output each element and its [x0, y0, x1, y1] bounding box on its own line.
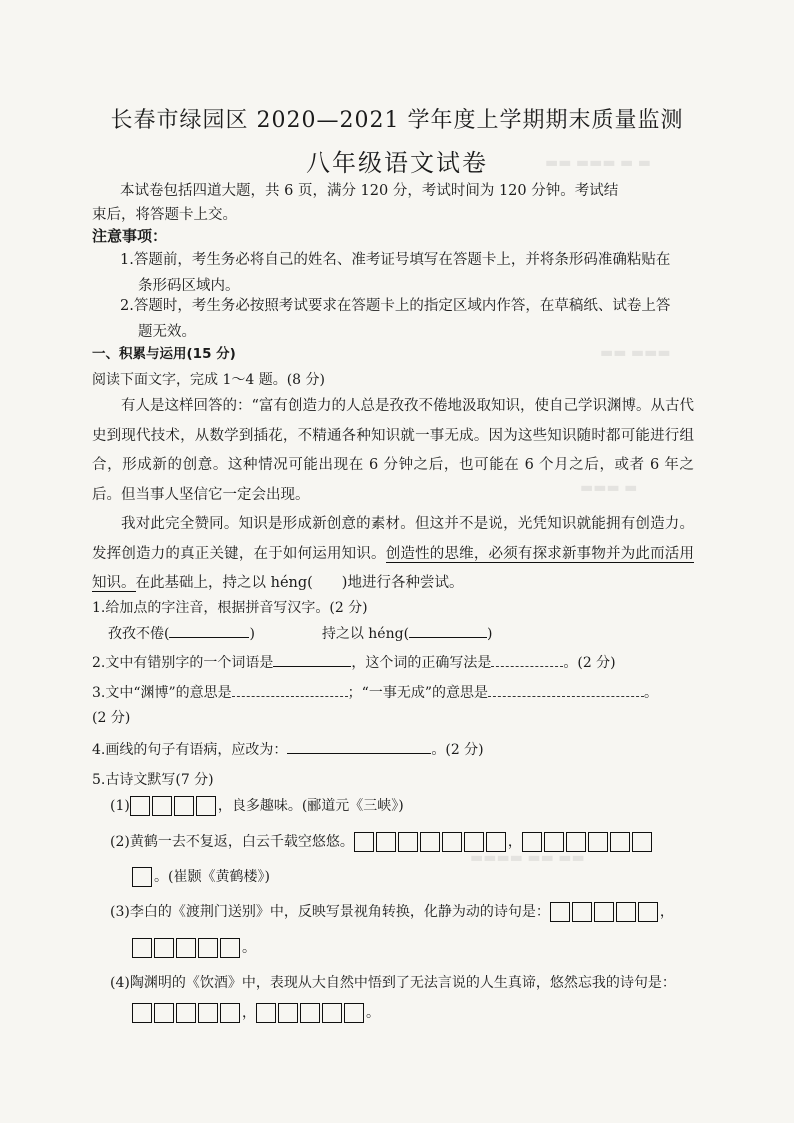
paren: ) [487, 626, 493, 642]
answer-boxes [132, 867, 154, 887]
char-box[interactable] [300, 1003, 320, 1023]
q5-text: 。 [366, 1005, 380, 1021]
char-box[interactable] [638, 902, 658, 922]
char-box[interactable] [464, 832, 484, 852]
notes-heading: 注意事项： [92, 227, 168, 245]
char-box[interactable] [132, 938, 152, 958]
bleed-through-text: ▬▬▬ ▬ [580, 480, 638, 496]
q5-text: (2)黄鹤一去不复返，白云千载空悠悠。 [110, 834, 354, 850]
char-box[interactable] [632, 832, 652, 852]
answer-blank[interactable] [409, 637, 487, 638]
question-5-2-cont [132, 866, 270, 887]
note-line: 题无效。 [138, 324, 196, 340]
underlined-sentence: 创造性的思维，必须有探求新事物并为此而活用知识。 [92, 545, 694, 591]
q5-text: ， [507, 834, 522, 850]
note-item-2 [120, 293, 690, 345]
char-box[interactable] [610, 832, 630, 852]
answer-blank[interactable] [287, 753, 431, 754]
bleed-through-text: ▬▬ ▬▬▬ [600, 345, 671, 361]
q5-text: (1) [110, 798, 130, 814]
q2-text: 2.文中有错别字的一个词语是 [92, 655, 274, 671]
q3-text: 。 [644, 685, 658, 701]
question-5-4: (4)陶渊明的《饮酒》中，表现从大自然中悟到了无法言说的人生真谛，悠然忘我的诗句是： [110, 975, 676, 991]
char-box[interactable] [176, 1003, 196, 1023]
exam-subtitle: 八年级语文试卷 [306, 149, 488, 177]
bleed-through-text: ▬▬▬▬ ▬▬ ▬▬ [470, 850, 585, 866]
q3-text: 3.文中“渊博”的意思是 [92, 685, 232, 701]
char-box[interactable] [152, 796, 172, 816]
question-5-2 [110, 831, 654, 852]
passage-paragraph-1: 有人是这样回答的：“富有创造力的人总是孜孜不倦地汲取知识，使自己学识渊博。从古代史到现代技术，从数学到插花，不精通各种知识就一事无成。因为这些知识随时都可能进行组合，形成新的创意。这种情况可能出现在 6 分钟之后，也可能在 6 个月之后，或者 6 年之后。但当事人坚信它一定会出现。 [92, 398, 694, 503]
answer-blank[interactable] [273, 666, 351, 667]
bleed-through-text: ▬▬ ▬▬▬ ▬ ▬ [545, 155, 651, 171]
question-1-answers [108, 623, 493, 643]
note-item-1 [120, 247, 690, 299]
paren: ) [249, 626, 255, 642]
answer-boxes [256, 1003, 366, 1023]
char-box[interactable] [544, 832, 564, 852]
intro-line: 本试卷包括四道大题，共 6 页，满分 120 分，考试时间为 120 分钟。考试结 [120, 183, 619, 199]
q5-text: ， [659, 904, 674, 920]
exam-title: 长春市绿园区 2020—2021 学年度上学期期末质量监测 [110, 108, 684, 133]
char-box[interactable] [566, 832, 586, 852]
q2-text: 。(2 分) [563, 655, 616, 671]
answer-boxes [354, 832, 508, 852]
question-1: 1.给加点的字注音，根据拼音写汉字。(2 分) [92, 600, 368, 616]
char-box[interactable] [278, 1003, 298, 1023]
char-box[interactable] [256, 1003, 276, 1023]
answer-boxes [132, 1003, 242, 1023]
question-3 [92, 682, 658, 702]
char-box[interactable] [196, 796, 216, 816]
q2-text: ，这个词的正确写法是 [351, 655, 492, 671]
answer-blank[interactable] [488, 696, 644, 697]
q5-text: 。 [242, 940, 256, 956]
char-box[interactable] [220, 938, 240, 958]
char-box[interactable] [322, 1003, 342, 1023]
question-4 [92, 739, 484, 759]
question-5-4-cont [132, 1002, 380, 1023]
q4-text: 4.画线的句子有语病，应改为： [92, 742, 288, 758]
char-box[interactable] [594, 902, 614, 922]
char-box[interactable] [486, 832, 506, 852]
char-box[interactable] [132, 867, 152, 887]
q5-text: 。(崔颢《黄鹤楼》) [154, 869, 270, 885]
note-line: 2.答题时，考生务必按照考试要求在答题卡上的指定区域内作答，在草稿纸、试卷上答 [120, 298, 671, 314]
char-box[interactable] [198, 938, 218, 958]
answer-boxes [550, 902, 660, 922]
q4-text: 。(2 分) [431, 742, 484, 758]
question-5-3-cont [132, 937, 256, 958]
char-box[interactable] [198, 1003, 218, 1023]
q3-text: ；“一事无成”的意思是 [347, 685, 488, 701]
char-box[interactable] [354, 832, 374, 852]
char-box[interactable] [572, 902, 592, 922]
answer-boxes [522, 832, 654, 852]
section-heading: 一、积累与运用(15 分) [92, 346, 236, 362]
char-box[interactable] [376, 832, 396, 852]
passage-text: 在此基础上，持之以 héng( )地进行各种尝试。 [135, 575, 464, 591]
note-line: 条形码区域内。 [138, 278, 240, 294]
passage-text: 我对此完全赞同。知识是形成新创意的素材。但这并不是说，光凭知识就能拥有创造力。发挥创造力的真正关键，在于如何运用知识。 [92, 516, 694, 562]
answer-blank[interactable] [169, 637, 249, 638]
question-5-1 [110, 795, 404, 816]
question-3-score: (2 分) [92, 710, 131, 726]
char-box[interactable] [344, 1003, 364, 1023]
char-box[interactable] [220, 1003, 240, 1023]
char-box[interactable] [522, 832, 542, 852]
char-box[interactable] [616, 902, 636, 922]
answer-blank[interactable] [232, 696, 348, 697]
reading-instruction: 阅读下面文字，完成 1～4 题。(8 分) [92, 372, 325, 388]
answer-boxes [130, 796, 218, 816]
q5-text: ， [242, 1005, 256, 1021]
question-5-heading: 5.古诗文默写(7 分) [92, 772, 214, 788]
question-5-3 [110, 901, 674, 922]
intro-text-end: 束后，将答题卡上交。 [92, 207, 237, 223]
char-box[interactable] [132, 1003, 152, 1023]
char-box[interactable] [420, 832, 440, 852]
char-box[interactable] [588, 832, 608, 852]
answer-boxes [132, 938, 242, 958]
note-line: 1.答题前，考生务必将自己的姓名、准考证号填写在答题卡上，并将条形码准确粘贴在 [120, 252, 671, 268]
char-box[interactable] [154, 1003, 174, 1023]
q1-item-b: 持之以 héng( [321, 626, 410, 642]
q5-text: ，良多趣味。(郦道元《三峡》) [217, 798, 404, 814]
char-box[interactable] [130, 796, 150, 816]
char-box[interactable] [174, 796, 194, 816]
answer-blank[interactable] [491, 666, 563, 667]
char-box[interactable] [154, 938, 174, 958]
char-box[interactable] [442, 832, 462, 852]
passage-paragraph-2 [92, 510, 694, 599]
char-box[interactable] [398, 832, 418, 852]
char-box[interactable] [550, 902, 570, 922]
question-2 [92, 652, 616, 672]
char-box[interactable] [176, 938, 196, 958]
q1-item-a: 孜孜不倦( [108, 626, 170, 642]
q5-text: (3)李白的《渡荆门送别》中，反映写景视角转换，化静为动的诗句是： [110, 904, 550, 920]
